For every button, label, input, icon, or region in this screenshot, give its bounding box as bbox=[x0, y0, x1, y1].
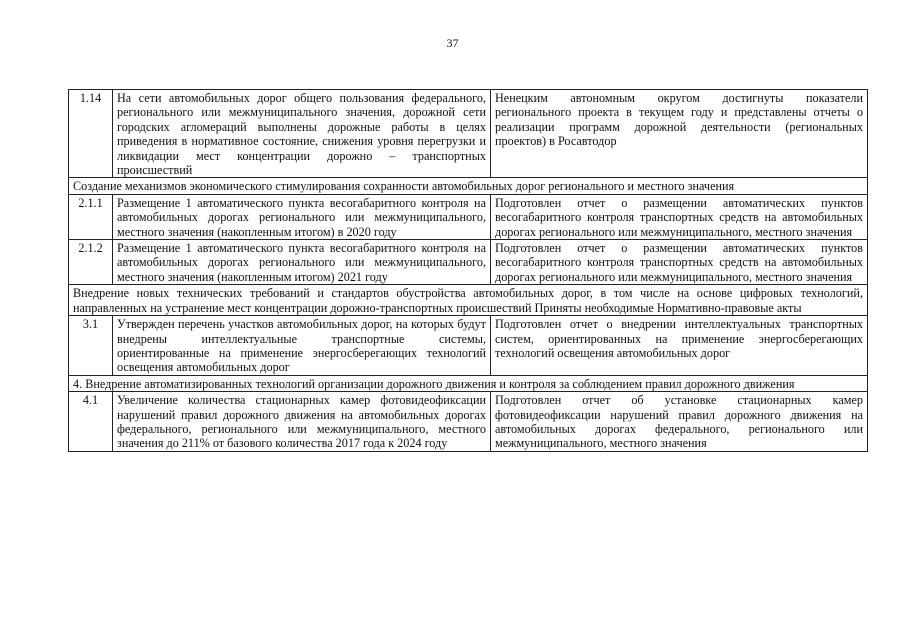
row-number: 1.14 bbox=[69, 90, 113, 178]
table-row bbox=[69, 194, 868, 239]
result-report: Подготовлен отчет о внедрении интеллектуальных транспортных систем, ориентированных на применение энергосберегающих технологий освещения автомобильных дорог bbox=[491, 316, 868, 376]
row-number: 4.1 bbox=[69, 392, 113, 452]
row-number: 3.1 bbox=[69, 316, 113, 376]
results-table bbox=[68, 89, 868, 452]
result-report: Подготовлен отчет о размещении автоматических пунктов весогабаритного контроля транспортных средств на автомобильных дорогах регионального или межмуниципального, местного значения bbox=[491, 194, 868, 239]
result-report: Подготовлен отчет об установке стационарных камер фотовидеофиксации нарушений правил дорожного движения на автомобильных дорогах федерального, регионального или межмуниципального, местного значения bbox=[491, 392, 868, 452]
result-description: Утвержден перечень участков автомобильных дорог, на которых будут внедрены интеллектуальные транспортные системы, ориентированные на применение энергосберегающих технологий освещения автомобильных дорог bbox=[113, 316, 491, 376]
result-description: На сети автомобильных дорог общего пользования федерального, регионального или межмуниципального значения, дорожной сети городских агломераций выполнены дорожные работы в целях приведения в нормативное состояние, снижения уровня перегрузки и ликвидации мест концентрации дорожно – транспортных происшествий bbox=[113, 90, 491, 178]
section-row bbox=[69, 178, 868, 194]
table-row bbox=[69, 392, 868, 452]
result-description: Размещение 1 автоматического пункта весогабаритного контроля на автомобильных дорогах регионального или межмуниципального, местного значения (накопленным итогом) в 2020 году bbox=[113, 194, 491, 239]
result-description: Размещение 1 автоматического пункта весогабаритного контроля на автомобильных дорогах регионального или межмуниципального, местного значения (накопленным итогом) 2021 году bbox=[113, 240, 491, 285]
result-report: Подготовлен отчет о размещении автоматических пунктов весогабаритного контроля транспортных средств на автомобильных дорогах регионального или межмуниципального, местного значения bbox=[491, 240, 868, 285]
result-description: Увеличение количества стационарных камер фотовидеофиксации нарушений правил дорожного движения на автомобильных дорогах федерального, регионального или межмуниципального, местного значения до 211% от базового количества 2017 года к 2024 году bbox=[113, 392, 491, 452]
row-number: 2.1.2 bbox=[69, 240, 113, 285]
section-row bbox=[69, 285, 868, 316]
table-row bbox=[69, 90, 868, 178]
section-heading: 4. Внедрение автоматизированных технологий организации дорожного движения и контроля за соблюдением правил дорожного движения bbox=[69, 375, 868, 391]
page-number: 37 bbox=[446, 36, 459, 50]
row-number: 2.1.1 bbox=[69, 194, 113, 239]
table-row bbox=[69, 316, 868, 376]
result-report: Ненецким автономным округом достигнуты показатели регионального проекта в текущем году и представлены отчеты о реализации программ дорожной деятельности (региональных проектов) в Росавтодор bbox=[491, 90, 868, 178]
section-heading: Внедрение новых технических требований и стандартов обустройства автомобильных дорог, в том числе на основе цифровых технологий, направленных на устранение мест концентрации дорожно-транспортных происшествий Приняты необходимые Нормативно-правовые акты bbox=[69, 285, 868, 316]
table-row bbox=[69, 240, 868, 285]
section-heading: Создание механизмов экономического стимулирования сохранности автомобильных дорог регионального и местного значения bbox=[69, 178, 868, 194]
section-row bbox=[69, 375, 868, 391]
